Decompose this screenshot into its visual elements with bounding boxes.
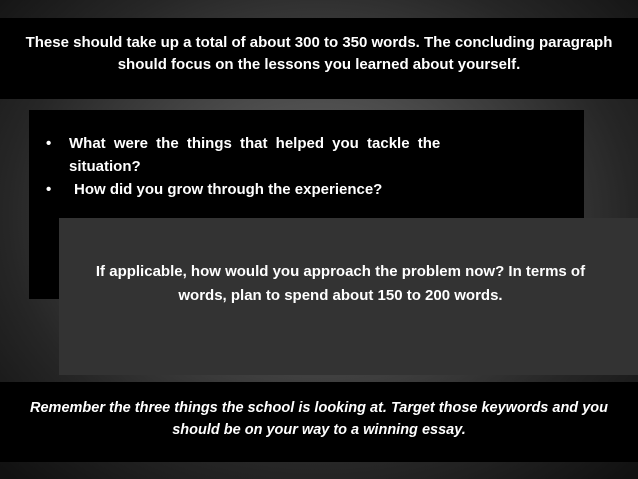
bottom-banner bbox=[0, 382, 638, 462]
overlay-text: If applicable, how would you approach the problem now? In terms of words, plan to spend about 150 to 200 words. bbox=[95, 263, 586, 304]
bullet-list bbox=[29, 110, 584, 201]
bullet-item bbox=[46, 132, 499, 178]
bullet-text: How did you grow through the experience? bbox=[74, 181, 383, 198]
bullet-marker: • bbox=[46, 135, 52, 152]
bullet-item bbox=[46, 178, 499, 201]
bullet-text: What were the things that helped you tackle the situation? bbox=[69, 135, 441, 175]
bottom-banner-text: Remember the three things the school is looking at. Target those keywords and you should be on your way to a winning essay. bbox=[30, 400, 608, 438]
overlay-box bbox=[59, 218, 638, 375]
bullet-marker: • bbox=[46, 181, 52, 198]
top-banner-text: These should take up a total of about 300 to 350 words. The concluding paragraph should focus on the lessons you learned about yourself. bbox=[25, 34, 613, 73]
top-banner bbox=[0, 18, 638, 99]
